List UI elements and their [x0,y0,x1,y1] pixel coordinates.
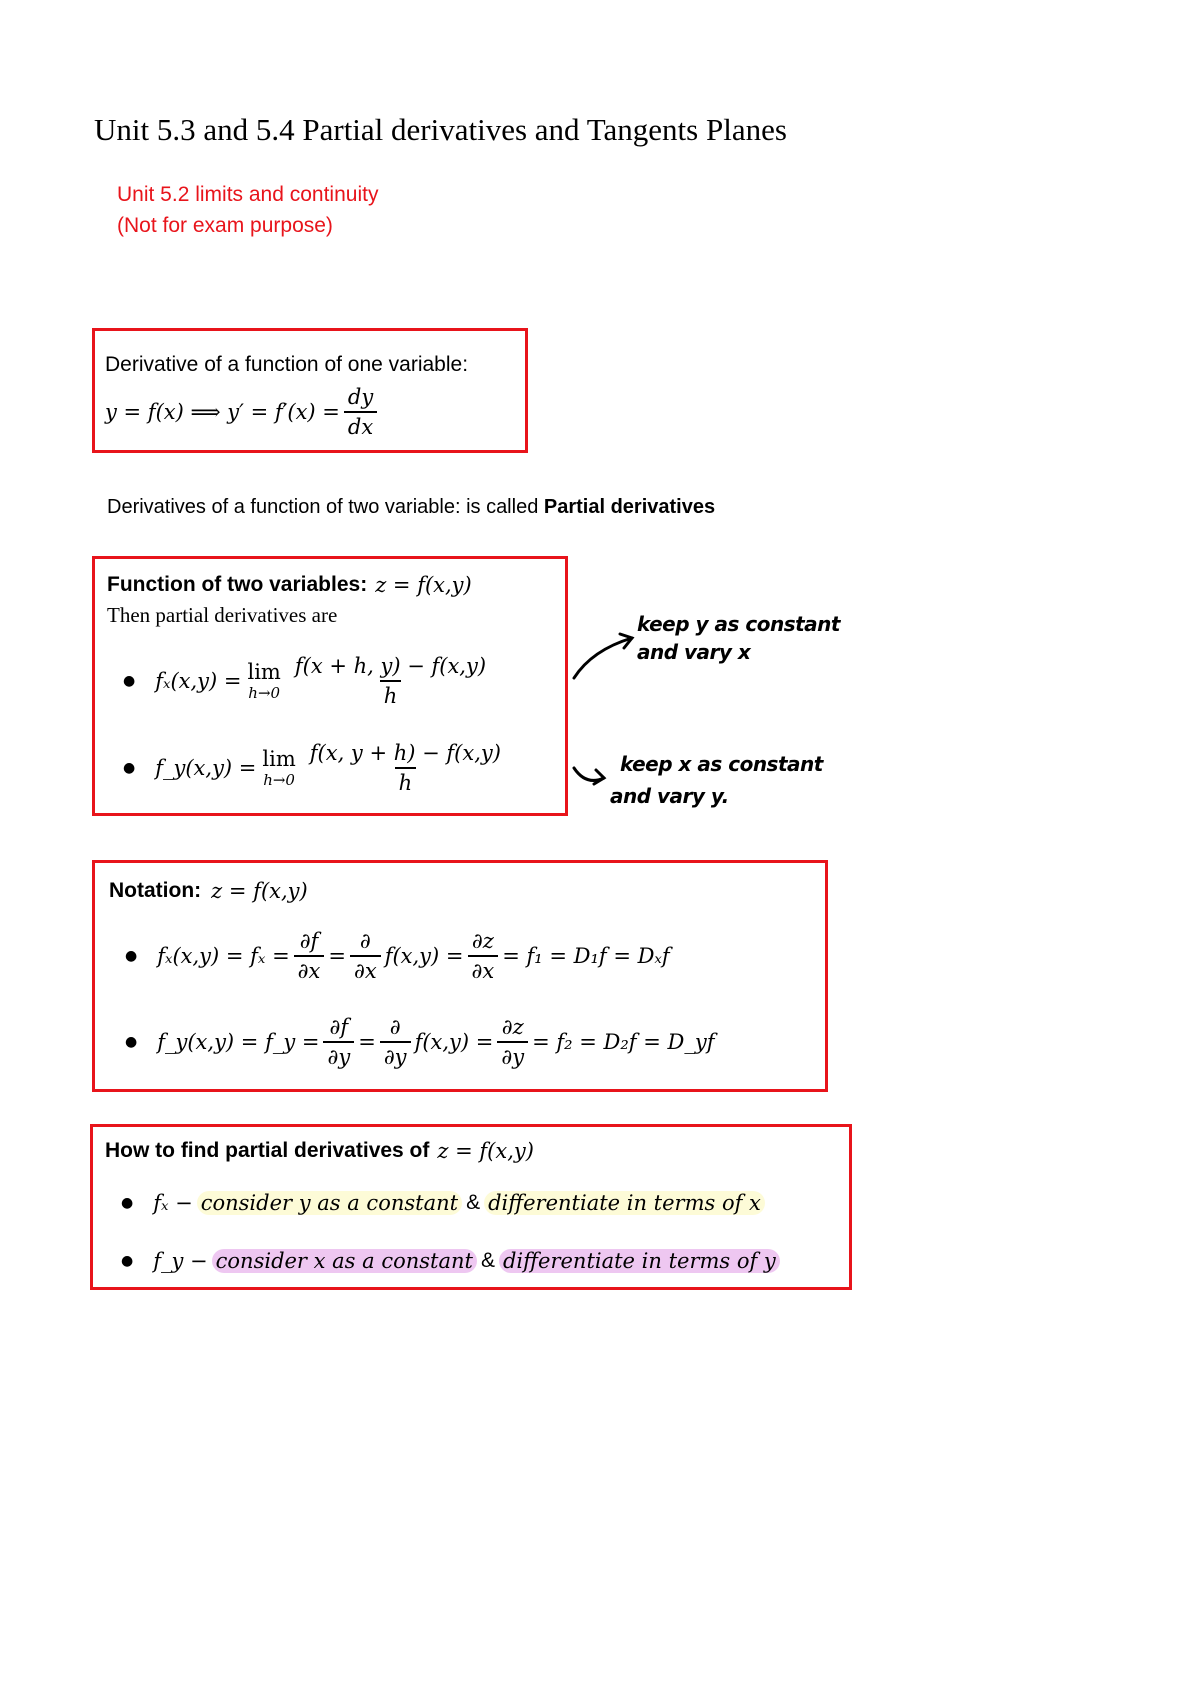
two-variable-heading [107,573,472,597]
fy-lhs: f_y(x,y) = [155,756,257,780]
partial-derivatives-intro [107,496,715,519]
not-for-exam-note: (Not for exam purpose) [117,214,333,237]
fy-rule-differentiate-step: differentiate in terms of y [499,1249,780,1273]
fy-rule-symbol: f_y − [153,1249,208,1273]
dz-dy-fraction [497,1015,528,1069]
dy-dx-fraction [344,385,377,439]
fraction-denominator: ∂x [350,955,381,983]
two-variable-function-box [92,556,568,816]
fx-notation-row [125,929,670,983]
two-variable-heading-text: Function of two variables: [107,573,368,596]
fx-notation-rhs: = f₁ = D₁f = Dₓf [502,944,670,968]
intro-text: Derivatives of a function of two variable: is called [107,496,544,518]
notation-heading-text: Notation: [109,879,202,902]
fx-lhs: fₓ(x,y) = [155,669,242,693]
fx-limit-definition [123,654,494,708]
fy-numerator: f(x, y + h) − f(x,y) [309,741,501,765]
fraction-denominator: ∂y [323,1041,354,1069]
partial-derivatives-subheading: Then partial derivatives are [107,603,338,627]
fraction-denominator: ∂x [294,955,325,983]
how-to-heading [105,1139,534,1163]
df-dx-fraction [294,929,325,983]
lim-subscript: h→0 [263,771,295,789]
fy-notation-lhs: f_y(x,y) = f_y = [157,1030,320,1054]
fx-rule-row [121,1191,765,1215]
fraction-denominator: dx [344,411,377,439]
how-to-heading-text: How to find partial derivatives of [105,1139,430,1162]
fraction-denominator: ∂y [497,1041,528,1069]
fx-rule-constant-step: consider y as a constant [197,1191,462,1215]
fraction-numerator: dy [347,385,374,409]
bullet-icon: ● [125,948,138,964]
notation-heading-math: z = f(x,y) [211,879,308,903]
one-variable-formula [105,385,381,439]
dz-dx-fraction [468,929,499,983]
bullet-icon: ● [121,1253,134,1269]
fx-rule-symbol: fₓ − [153,1191,193,1215]
ampersand: & [466,1191,481,1214]
handwritten-note-2-line-2: and vary y. [610,784,729,808]
fraction-numerator: ∂ [359,929,371,953]
how-to-find-partials-box [90,1124,852,1290]
limit-operator [262,747,295,789]
notation-heading [109,879,308,903]
fy-limit-definition [123,741,509,795]
fy-notation-middle: f(x,y) = [414,1030,494,1054]
handwritten-note-2-line-1: keep x as constant [620,752,823,776]
fy-notation-rhs: = f₂ = D₂f = D_yf [532,1030,715,1054]
bullet-icon: ● [125,1034,138,1050]
one-variable-derivative-box [92,328,528,453]
handwritten-arrow-icon [570,630,640,700]
bullet-icon: ● [121,1195,134,1211]
lim-subscript: h→0 [248,684,281,702]
d-dx-operator-fraction [350,929,381,983]
fx-denominator: h [380,680,402,708]
fraction-numerator: ∂f [329,1015,349,1039]
fx-notation-lhs: fₓ(x,y) = fₓ = [157,944,290,968]
lim-word: lim [247,660,281,684]
one-variable-formula-lhs: y = f(x) ⟹ y′ = f′(x) = [105,400,340,424]
limit-operator [248,660,281,702]
intro-bold-term: Partial derivatives [543,496,716,518]
fraction-numerator: ∂z [501,1015,524,1039]
fy-denominator: h [395,767,417,795]
how-to-heading-math: z = f(x,y) [437,1139,534,1163]
fraction-denominator: ∂y [380,1041,411,1069]
handwritten-note-1-line-1: keep y as constant [637,612,840,636]
fy-rule-constant-step: consider x as a constant [212,1249,477,1273]
one-variable-heading: Derivative of a function of one variable: [105,353,469,376]
fy-rule-row [121,1249,780,1273]
d-dy-operator-fraction [380,1015,411,1069]
fy-notation-row [125,1015,714,1069]
notation-box [92,860,828,1092]
fraction-denominator: ∂x [468,955,499,983]
fraction-numerator: ∂z [471,929,494,953]
fy-difference-quotient [306,741,505,795]
bullet-icon: ● [123,760,136,776]
ampersand: & [480,1249,495,1272]
fx-rule-differentiate-step: differentiate in terms of x [484,1191,765,1215]
fx-numerator: f(x + h, y) − f(x,y) [294,654,487,678]
two-variable-heading-math: z = f(x,y) [375,573,472,597]
equals-sign: = [358,1030,376,1054]
fraction-numerator: ∂ [389,1015,401,1039]
equals-sign: = [328,944,346,968]
page-title: Unit 5.3 and 5.4 Partial derivatives and Tangents Planes [94,112,787,147]
bullet-icon: ● [123,673,136,689]
lim-word: lim [262,747,296,771]
handwritten-note-1-line-2: and vary x [637,640,751,664]
fraction-numerator: ∂f [299,929,319,953]
df-dy-fraction [323,1015,354,1069]
fx-difference-quotient [291,654,490,708]
unit-5-2-note: Unit 5.2 limits and continuity [117,183,379,206]
fx-notation-middle: f(x,y) = [384,944,464,968]
